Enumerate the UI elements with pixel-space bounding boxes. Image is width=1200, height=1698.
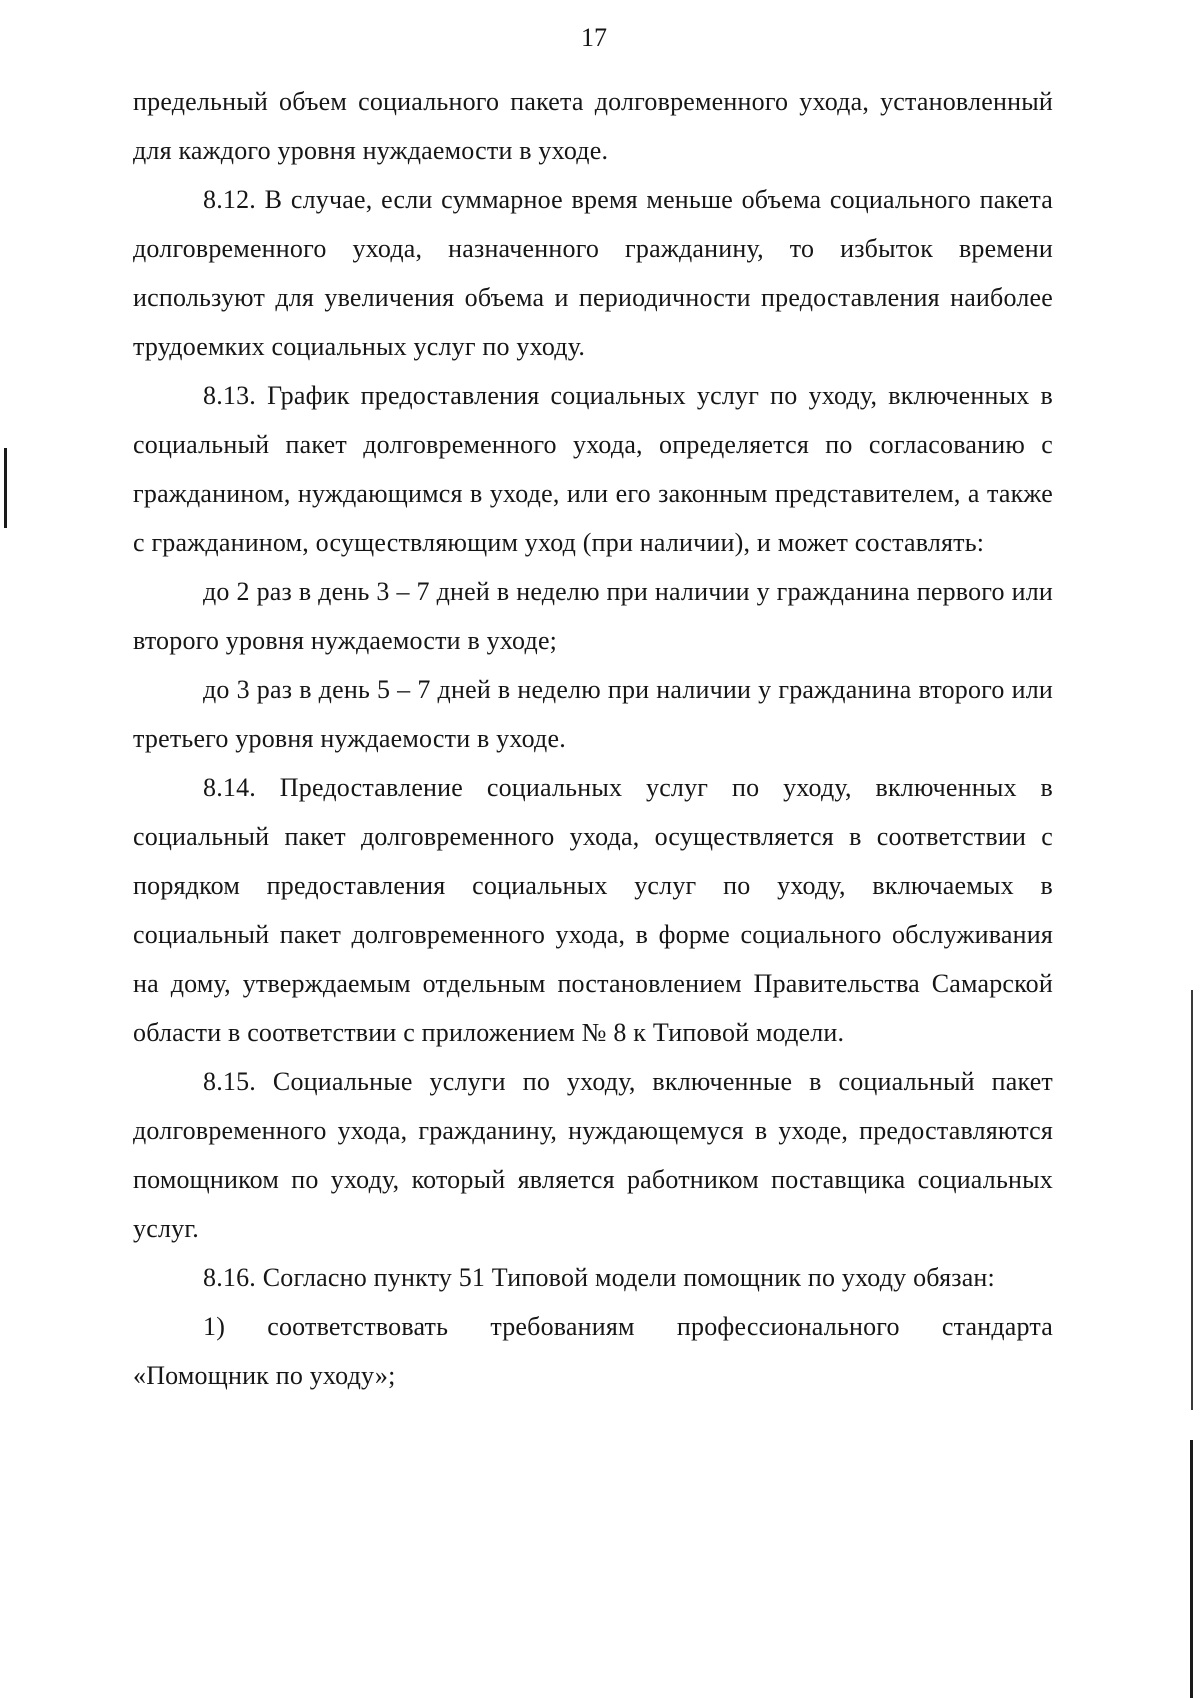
paragraph-8-12: 8.12. В случае, если суммарное время меньше объема социального пакета долговременного ухода, назначенного гражданину, то избыток времени используют для увеличения объема и периодичности предоставления наиболее трудоемких социальных услуг по уходу. <box>133 185 1053 361</box>
paragraph-schedule-level-2-3: до 3 раз в день 5 – 7 дней в неделю при наличии у гражданина второго или третьего уровня нуждаемости в уходе. <box>133 675 1053 753</box>
paragraph-item-1: 1) соответствовать требованиям профессионального стандарта «Помощник по уходу»; <box>133 1312 1053 1390</box>
paragraph-8-15: 8.15. Социальные услуги по уходу, включенные в социальный пакет долговременного ухода, гражданину, нуждающемуся в уходе, предоставляются помощником по уходу, который является работником поставщика социальных услуг. <box>133 1067 1053 1243</box>
paragraph-schedule-level-1-2: до 2 раз в день 3 – 7 дней в неделю при наличии у гражданина первого или второго уровня нуждаемости в уходе; <box>133 577 1053 655</box>
scan-artifact-left-line <box>4 448 7 528</box>
paragraph-continuation: предельный объем социального пакета долговременного ухода, установленный для каждого уровня нуждаемости в уходе. <box>133 87 1053 165</box>
document-body <box>133 77 1053 1400</box>
paragraph-8-13: 8.13. График предоставления социальных услуг по уходу, включенных в социальный пакет долговременного ухода, определяется по согласованию с гражданином, нуждающимся в уходе, или его законным представителем, а также с гражданином, осуществляющим уход (при наличии), и может составлять: <box>133 381 1053 557</box>
page-number: 17 <box>581 23 607 52</box>
paragraph-8-14: 8.14. Предоставление социальных услуг по уходу, включенных в социальный пакет долговременного ухода, осуществляется в соответствии с порядком предоставления социальных услуг по уходу, включаемых в социальный пакет долговременного ухода, в форме социального обслуживания на дому, утверждаемым отдельным постановлением Правительства Самарской области в соответствии с приложением № 8 к Типовой модели. <box>133 773 1053 1047</box>
scan-artifact-right-line <box>1191 990 1193 1410</box>
scan-artifact-right-edge <box>1190 1440 1193 1698</box>
paragraph-8-16: 8.16. Согласно пункту 51 Типовой модели помощник по уходу обязан: <box>203 1263 995 1292</box>
